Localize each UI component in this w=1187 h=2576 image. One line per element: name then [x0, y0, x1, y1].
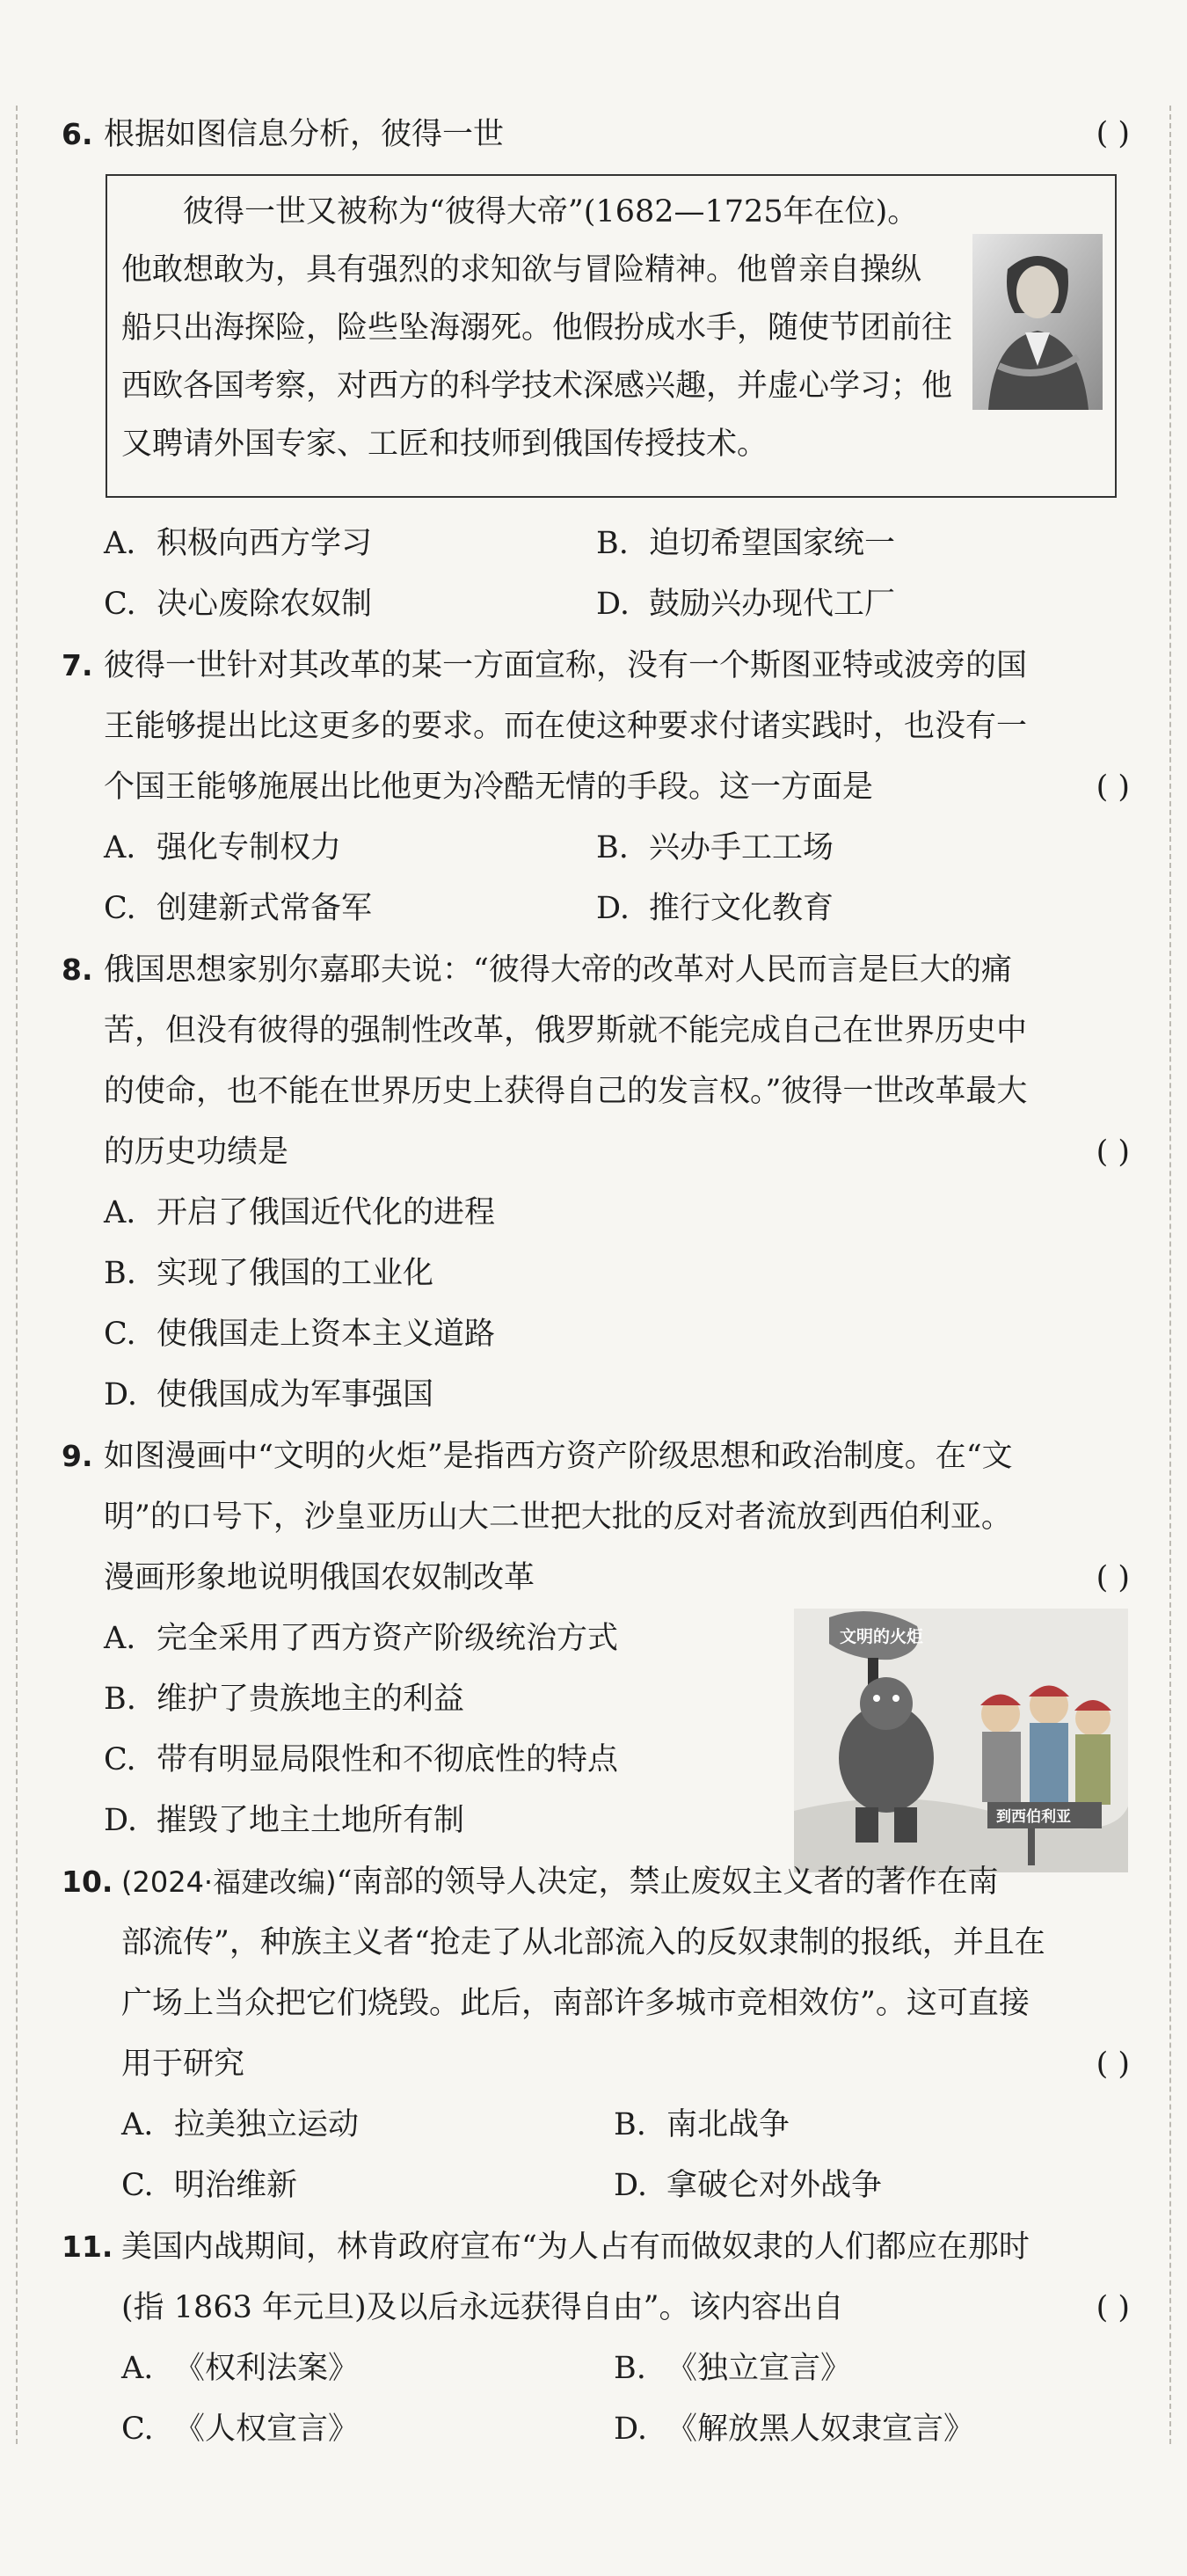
option-text: 《解放黑人奴隶宣言》	[666, 2412, 975, 2447]
question-stem-line	[62, 635, 1130, 697]
option-a[interactable]	[121, 2095, 614, 2156]
option-d[interactable]	[614, 2399, 1141, 2460]
question-stem: (指 1863 年元旦)及以后永远获得自由”。该内容出自	[121, 2290, 844, 2325]
question-stem: 如图漫画中“文明的火炬”是指西方资产阶级思想和政治制度。在“文	[104, 1439, 1013, 1474]
question-stem: 个国王能够施展出比他更为冷酷无情的手段。这一方面是	[104, 770, 874, 805]
option-c[interactable]	[104, 574, 596, 635]
question-6	[62, 104, 1130, 635]
option-letter: D.	[614, 2412, 647, 2447]
question-stem-line	[62, 939, 1130, 1001]
option-letter: A.	[104, 526, 136, 561]
question-stem: 根据如图信息分析，彼得一世	[104, 117, 505, 152]
option-c[interactable]	[121, 2156, 614, 2216]
option-text: 使俄国走上资本主义道路	[157, 1317, 496, 1352]
options-list	[62, 1609, 1130, 1851]
option-letter: C.	[121, 2168, 154, 2203]
question-9	[62, 1426, 1130, 1851]
option-letter: B.	[104, 1682, 136, 1717]
question-11	[62, 2216, 1130, 2460]
options-grid	[62, 2095, 1130, 2216]
question-stem-line	[62, 2216, 1130, 2278]
option-b[interactable]	[596, 514, 1124, 574]
option-letter: B.	[596, 526, 629, 561]
option-letter: D.	[596, 891, 630, 926]
option-text: 维护了贵族地主的利益	[157, 1682, 465, 1717]
option-d[interactable]	[104, 1365, 1130, 1426]
option-text: 开启了俄国近代化的进程	[157, 1195, 496, 1230]
question-stem: 美国内战期间，林肯政府宣布“为人占有而做奴隶的人们都应在那时	[121, 2229, 1030, 2265]
options-list	[62, 1183, 1130, 1426]
question-number: 9.	[62, 1439, 93, 1473]
option-text: 南北战争	[666, 2107, 790, 2142]
option-text: 兴办手工工场	[649, 830, 834, 865]
answer-bracket[interactable]: ( )	[1096, 2047, 1130, 2082]
option-letter: B.	[614, 2351, 646, 2386]
option-text: 《独立宣言》	[666, 2351, 852, 2386]
torch-of-civilization-cartoon	[794, 1609, 1128, 1872]
option-a[interactable]	[104, 818, 596, 879]
option-letter: C.	[121, 2412, 154, 2447]
option-text: 积极向西方学习	[157, 526, 373, 561]
option-letter: C.	[104, 891, 136, 926]
question-number: 6.	[62, 117, 93, 151]
option-text: 推行文化教育	[649, 891, 834, 926]
answer-bracket[interactable]: ( )	[1096, 2290, 1130, 2325]
material-box	[106, 174, 1117, 498]
option-text: 使俄国成为军事强国	[157, 1377, 434, 1412]
question-number: 7.	[62, 648, 93, 682]
option-text: 明治维新	[174, 2168, 298, 2203]
option-letter: A.	[104, 830, 136, 865]
question-stem-line	[62, 1851, 1130, 1913]
material-line: 船只出海探险，险些坠海溺死。他假扮成水手，随使节团前往	[121, 310, 953, 346]
option-b[interactable]	[614, 2339, 1141, 2399]
option-text: 带有明显局限性和不彻底性的特点	[157, 1742, 619, 1777]
cartoon-torch-label: 文明的火炬	[840, 1627, 924, 1646]
question-number: 8.	[62, 952, 93, 987]
option-letter: D.	[614, 2168, 647, 2203]
question-source-tag: (2024·福建改编)	[121, 1865, 337, 1899]
question-stem: 彼得一世针对其改革的某一方面宣称，没有一个斯图亚特或波旁的国	[104, 648, 1028, 683]
material-line: 彼得一世又被称为“彼得大帝”(1682—1725年在位)。	[183, 194, 919, 230]
option-letter: D.	[104, 1377, 137, 1412]
question-stem-line: 明”的口号下，沙皇亚历山大二世把大批的反对者流放到西伯利亚。	[104, 1500, 1012, 1535]
option-c[interactable]	[104, 1304, 1130, 1365]
option-letter: D.	[104, 1803, 137, 1838]
option-b[interactable]	[104, 1244, 1130, 1304]
option-b[interactable]	[614, 2095, 1141, 2156]
question-stem-line	[62, 104, 1130, 165]
answer-bracket[interactable]: ( )	[1096, 1135, 1130, 1170]
question-stem-line: 苦，但没有彼得的强制性改革，俄罗斯就不能完成自己在世界历史中	[104, 1013, 1028, 1048]
page-left-dashed-border	[16, 106, 18, 2444]
options-grid	[62, 2339, 1130, 2460]
question-stem-line	[62, 1426, 1130, 1487]
option-letter: B.	[104, 1256, 136, 1291]
question-stem-line	[62, 2034, 1130, 2095]
question-10	[62, 1851, 1130, 2216]
option-letter: B.	[614, 2107, 646, 2142]
option-d[interactable]	[596, 574, 1124, 635]
material-line: 又聘请外国专家、工匠和技师到俄国传授技术。	[121, 427, 768, 462]
question-stem: 用于研究	[121, 2047, 245, 2082]
option-text: 拉美独立运动	[174, 2107, 360, 2142]
question-7	[62, 635, 1130, 939]
option-letter: A.	[104, 1195, 136, 1230]
option-text: 摧毁了地主土地所有制	[157, 1803, 465, 1838]
option-b[interactable]	[596, 818, 1124, 879]
options-grid	[62, 514, 1130, 635]
option-text: 拿破仑对外战争	[666, 2168, 883, 2203]
option-a[interactable]	[121, 2339, 614, 2399]
question-stem: 俄国思想家别尔嘉耶夫说：“彼得大帝的改革对人民而言是巨大的痛	[104, 952, 1012, 988]
option-letter: D.	[596, 587, 630, 622]
option-text: 迫切希望国家统一	[649, 526, 896, 561]
option-text: 完全采用了西方资产阶级统治方式	[157, 1621, 619, 1656]
question-stem-line	[62, 757, 1130, 818]
answer-bracket[interactable]: ( )	[1096, 770, 1130, 805]
worksheet-content	[62, 104, 1130, 2460]
option-text: 实现了俄国的工业化	[157, 1256, 434, 1291]
material-line: 西欧各国考察，对西方的科学技术深感兴趣，并虚心学习；他	[121, 369, 953, 404]
question-stem-line	[62, 1548, 1130, 1609]
options-grid	[62, 818, 1130, 939]
option-letter: A.	[121, 2351, 154, 2386]
option-a[interactable]	[104, 1183, 1130, 1244]
answer-bracket[interactable]: ( )	[1096, 1560, 1130, 1595]
question-number: 10.	[62, 1864, 113, 1899]
option-letter: A.	[121, 2107, 154, 2142]
option-letter: C.	[104, 1317, 136, 1352]
answer-bracket[interactable]: ( )	[1096, 116, 1130, 151]
question-stem-line: 的使命，也不能在世界历史上获得自己的发言权。”彼得一世改革最大	[104, 1074, 1028, 1109]
question-stem: 漫画形象地说明俄国农奴制改革	[104, 1560, 535, 1595]
option-c[interactable]	[104, 879, 596, 939]
option-text: 《权利法案》	[174, 2351, 360, 2386]
cartoon-sign-label: 到西伯利亚	[996, 1808, 1071, 1826]
page-right-dashed-border	[1169, 106, 1171, 2444]
question-stem: 的历史功绩是	[104, 1135, 289, 1170]
option-text: 鼓励兴办现代工厂	[649, 587, 896, 622]
question-number: 11.	[62, 2229, 113, 2264]
question-stem-line: 王能够提出比这更多的要求。而在使这种要求付诸实践时，也没有一	[104, 709, 1028, 744]
option-letter: A.	[104, 1621, 136, 1656]
question-stem-line	[62, 1122, 1130, 1183]
option-letter: B.	[596, 830, 629, 865]
option-d[interactable]	[596, 879, 1124, 939]
question-stem-line	[62, 2278, 1130, 2339]
option-text: 决心废除农奴制	[157, 587, 373, 622]
question-stem-line: 部流传”，种族主义者“抢走了从北部流入的反奴隶制的报纸，并且在	[121, 1925, 1045, 1960]
option-letter: C.	[104, 1742, 136, 1777]
question-stem-line: 广场上当众把它们烧毁。此后，南部许多城市竞相效仿”。这可直接	[121, 1986, 1030, 2021]
option-letter: C.	[104, 587, 136, 622]
option-d[interactable]	[614, 2156, 1141, 2216]
question-8	[62, 939, 1130, 1426]
option-text: 《人权宣言》	[174, 2412, 360, 2447]
material-line: 他敢想敢为，具有强烈的求知欲与冒险精神。他曾亲自操纵	[121, 252, 922, 288]
option-text: 创建新式常备军	[157, 891, 373, 926]
option-a[interactable]	[104, 514, 596, 574]
question-stem: “南部的领导人决定，禁止废奴主义者的著作在南	[336, 1864, 999, 1900]
option-c[interactable]	[121, 2399, 614, 2460]
peter-the-great-portrait	[972, 234, 1103, 410]
option-text: 强化专制权力	[157, 830, 342, 865]
